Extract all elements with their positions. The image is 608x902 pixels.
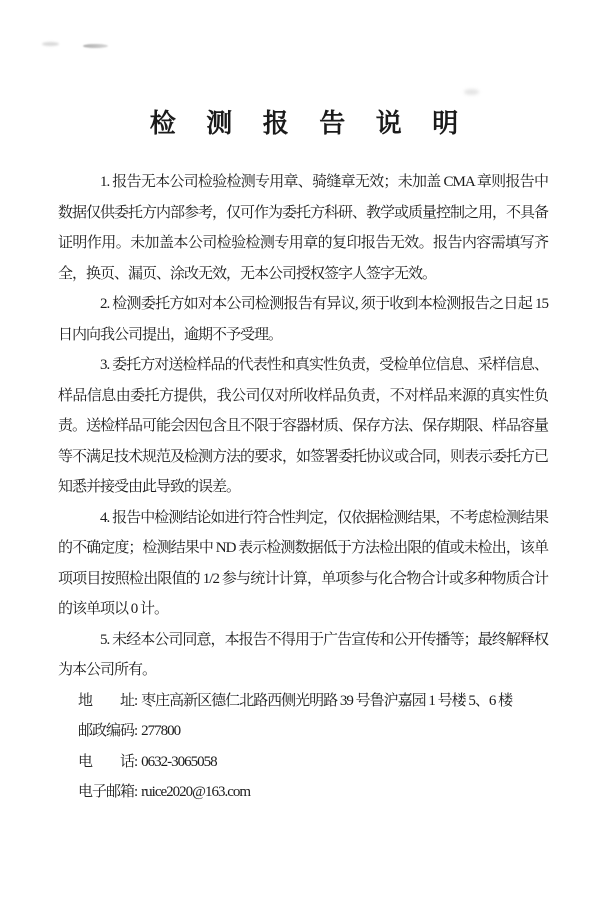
contact-row-address: [78, 686, 548, 717]
postal-code-label: 邮政编码:: [78, 723, 138, 739]
contact-row-phone: [78, 747, 548, 778]
report-note-paragraph-2: 2. 检测委托方如对本公司检测报告有异议, 须于收到本检测报告之日起 15 日内向我公司提出，逾期不予受理。: [58, 296, 548, 343]
address-value: 枣庄高新区德仁北路西侧光明路 39 号鲁沪嘉园 1 号楼 5、6 楼: [141, 692, 513, 709]
postal-code-value: 277800: [141, 723, 181, 739]
contact-row-email: [78, 777, 548, 808]
phone-value: 0632-3065058: [141, 753, 217, 770]
phone-label: 电 话:: [78, 753, 138, 770]
address-label: 地 址:: [78, 692, 138, 709]
page-title: 检 测 报 告 说 明: [149, 109, 471, 138]
contact-info-block: [78, 686, 548, 808]
email-label: 电子邮箱:: [78, 784, 138, 800]
report-note-paragraph-4: 4. 报告中检测结论如进行符合性判定，仅依据检测结果，不考虑检测结果的不确定度；检测结果中 ND 表示检测数据低于方法检出限的值或未检出，该单项项目按照检出限值的 1/2 参与统计计算，单项参与化合物合计或多种物质合计的该单项以 0 计。: [58, 509, 548, 617]
contact-row-postal-code: [78, 716, 548, 747]
scan-artifact: [464, 89, 479, 95]
email-value: ruice2020@163.com: [141, 784, 251, 800]
document-body: [58, 167, 548, 808]
scan-artifact: [42, 42, 59, 46]
report-note-paragraph-1: 1. 报告无本公司检验检测专用章、骑缝章无效；未加盖 CMA 章则报告中数据仅供委托方内部参考，仅可作为委托方科研、教学或质量控制之用，不具备证明作用。未加盖本公司检验检测专用章的复印报告无效。报告内容需填写齐全，换页、漏页、涂改无效，无本公司授权签字人签字无效。: [58, 174, 549, 282]
report-note-paragraph-5: 5. 未经本公司同意，本报告不得用于广告宣传和公开传播等；最终解释权为本公司所有。: [58, 631, 548, 678]
scan-artifact: [83, 44, 108, 48]
report-note-paragraph-3: 3. 委托方对送检样品的代表性和真实性负责，受检单位信息、采样信息、样品信息由委托方提供，我公司仅对所收样品负责，不对样品来源的真实性负责。送检样品可能会因包含且不限于容器材质、保存方法、保存期限、样品容量等不满足技术规范及检测方法的要求，如签署委托协议或合同，则表示委托方已知悉并接受由此导致的误差。: [58, 357, 549, 495]
